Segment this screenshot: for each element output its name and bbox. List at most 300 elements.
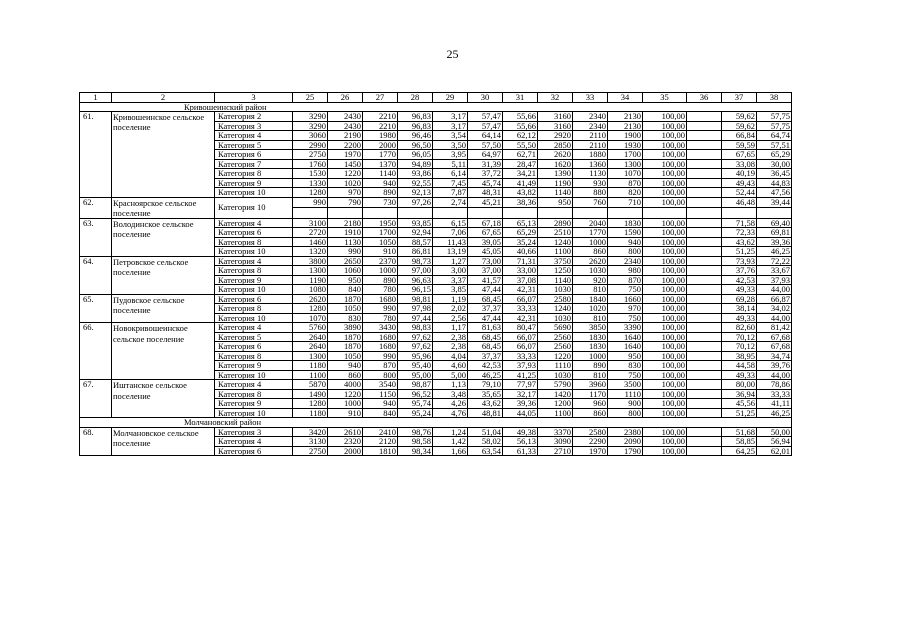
value-cell: 970 <box>328 188 363 198</box>
value-cell: 41,11 <box>757 399 792 409</box>
category-cell: Категория 4 <box>215 380 293 390</box>
empty-cell <box>687 208 722 219</box>
value-cell: 33,08 <box>722 159 757 169</box>
value-cell: 750 <box>608 370 643 380</box>
settlement-number: 64. <box>80 256 112 294</box>
value-cell: 63,54 <box>468 446 503 456</box>
value-cell: 960 <box>573 399 608 409</box>
value-cell: 1620 <box>538 159 573 169</box>
value-cell: 49,43 <box>722 178 757 188</box>
value-cell: 2620 <box>573 256 608 266</box>
value-cell: 35,65 <box>468 389 503 399</box>
column-header: 1 <box>80 93 112 103</box>
value-cell: 1100 <box>538 408 573 418</box>
value-cell: 51,25 <box>722 247 757 257</box>
value-cell: 800 <box>363 370 398 380</box>
value-cell: 2380 <box>608 427 643 437</box>
value-cell: 96,46 <box>398 131 433 141</box>
value-cell: 38,95 <box>722 351 757 361</box>
value-cell: 92,13 <box>398 188 433 198</box>
value-cell: 100,00 <box>643 437 687 447</box>
value-cell: 1280 <box>293 304 328 314</box>
value-cell: 98,58 <box>398 437 433 447</box>
value-cell: 33,33 <box>503 304 538 314</box>
empty-cell <box>293 208 328 219</box>
value-cell: 3370 <box>538 427 573 437</box>
value-cell: 2290 <box>573 437 608 447</box>
value-cell: 840 <box>328 285 363 295</box>
value-cell <box>687 313 722 323</box>
value-cell: 97,26 <box>398 197 433 208</box>
empty-cell <box>468 208 503 219</box>
value-cell: 810 <box>573 285 608 295</box>
value-cell: 1680 <box>363 342 398 352</box>
value-cell: 1420 <box>538 389 573 399</box>
value-cell: 1170 <box>573 389 608 399</box>
value-cell: 39,76 <box>757 361 792 371</box>
value-cell: 100,00 <box>643 169 687 179</box>
value-cell: 790 <box>328 197 363 208</box>
empty-cell <box>503 208 538 219</box>
value-cell: 2560 <box>538 332 573 342</box>
value-cell: 96,50 <box>398 140 433 150</box>
value-cell: 58,85 <box>722 437 757 447</box>
value-cell <box>687 121 722 131</box>
value-cell: 68,45 <box>468 332 503 342</box>
value-cell: 5760 <box>293 323 328 333</box>
value-cell: 100,00 <box>643 228 687 238</box>
value-cell: 57,75 <box>757 121 792 131</box>
value-cell: 3,37 <box>433 275 468 285</box>
value-cell: 1680 <box>363 332 398 342</box>
value-cell <box>687 131 722 141</box>
column-header: 30 <box>468 93 503 103</box>
value-cell: 48,81 <box>468 408 503 418</box>
table-header-row <box>80 93 792 103</box>
table-row <box>80 323 792 333</box>
value-cell: 1110 <box>608 389 643 399</box>
value-cell: 2620 <box>538 150 573 160</box>
value-cell: 96,05 <box>398 150 433 160</box>
value-cell: 42,53 <box>468 361 503 371</box>
value-cell: 1100 <box>538 247 573 257</box>
value-cell: 870 <box>363 361 398 371</box>
district-row <box>80 418 792 428</box>
value-cell: 96,83 <box>398 112 433 122</box>
value-cell: 1900 <box>608 131 643 141</box>
value-cell: 3800 <box>293 256 328 266</box>
value-cell: 890 <box>573 361 608 371</box>
value-cell: 2580 <box>573 427 608 437</box>
value-cell: 1840 <box>573 294 608 304</box>
value-cell: 69,28 <box>722 294 757 304</box>
column-header: 31 <box>503 93 538 103</box>
value-cell: 100,00 <box>643 399 687 409</box>
settlement-name: Молчановское сельское поселение <box>112 427 215 456</box>
value-cell: 2620 <box>293 294 328 304</box>
value-cell: 3290 <box>293 112 328 122</box>
value-cell: 1950 <box>363 218 398 228</box>
column-header: 29 <box>433 93 468 103</box>
column-header: 28 <box>398 93 433 103</box>
value-cell: 32,17 <box>503 389 538 399</box>
empty-cell <box>538 208 573 219</box>
value-cell: 42,53 <box>722 275 757 285</box>
value-cell: 2410 <box>363 427 398 437</box>
column-header: 32 <box>538 93 573 103</box>
value-cell: 870 <box>608 178 643 188</box>
value-cell: 100,00 <box>643 446 687 456</box>
value-cell <box>687 304 722 314</box>
value-cell: 100,00 <box>643 159 687 169</box>
value-cell: 1000 <box>328 399 363 409</box>
value-cell: 7,87 <box>433 188 468 198</box>
value-cell: 990 <box>328 247 363 257</box>
value-cell: 2750 <box>293 446 328 456</box>
value-cell: 49,33 <box>722 285 757 295</box>
value-cell: 37,72 <box>468 169 503 179</box>
column-header: 38 <box>757 93 792 103</box>
value-cell: 2510 <box>538 228 573 238</box>
value-cell: 6,14 <box>433 169 468 179</box>
settlement-name: Пудовское сельское поселение <box>112 294 215 323</box>
value-cell: 1870 <box>328 342 363 352</box>
value-cell: 1300 <box>608 159 643 169</box>
settlement-number: 67. <box>80 380 112 418</box>
value-cell: 2120 <box>363 437 398 447</box>
value-cell: 41,57 <box>468 275 503 285</box>
value-cell: 44,83 <box>757 178 792 188</box>
category-cell: Категория 4 <box>215 437 293 447</box>
value-cell: 800 <box>608 408 643 418</box>
value-cell: 3750 <box>538 256 573 266</box>
district-title: Кривошеинский район <box>80 102 792 112</box>
category-cell: Категория 6 <box>215 150 293 160</box>
value-cell: 67,68 <box>757 332 792 342</box>
value-cell: 69,40 <box>757 218 792 228</box>
value-cell: 100,00 <box>643 237 687 247</box>
value-cell: 46,25 <box>757 247 792 257</box>
value-cell: 28,47 <box>503 159 538 169</box>
value-cell: 950 <box>538 197 573 208</box>
column-header: 25 <box>293 93 328 103</box>
value-cell: 1970 <box>328 150 363 160</box>
category-cell: Категория 4 <box>215 323 293 333</box>
value-cell <box>687 294 722 304</box>
value-cell: 39,05 <box>468 237 503 247</box>
value-cell: 1060 <box>328 266 363 276</box>
value-cell: 6,15 <box>433 218 468 228</box>
settlement-number: 66. <box>80 323 112 380</box>
value-cell: 42,31 <box>503 313 538 323</box>
value-cell: 46,48 <box>722 197 757 208</box>
value-cell: 62,12 <box>503 131 538 141</box>
value-cell: 42,31 <box>503 285 538 295</box>
value-cell: 100,00 <box>643 256 687 266</box>
category-cell: Категория 10 <box>215 370 293 380</box>
value-cell: 98,87 <box>398 380 433 390</box>
value-cell: 940 <box>608 237 643 247</box>
value-cell: 1,27 <box>433 256 468 266</box>
value-cell: 1000 <box>573 237 608 247</box>
value-cell: 2040 <box>573 218 608 228</box>
category-cell: Категория 6 <box>215 294 293 304</box>
category-cell: Категория 6 <box>215 228 293 238</box>
data-table <box>79 92 792 456</box>
value-cell: 860 <box>328 370 363 380</box>
value-cell: 96,63 <box>398 275 433 285</box>
value-cell: 100,00 <box>643 370 687 380</box>
value-cell: 100,00 <box>643 323 687 333</box>
value-cell: 95,00 <box>398 370 433 380</box>
value-cell: 760 <box>573 197 608 208</box>
value-cell: 2850 <box>538 140 573 150</box>
value-cell: 900 <box>608 399 643 409</box>
value-cell: 1240 <box>538 237 573 247</box>
value-cell: 68,45 <box>468 342 503 352</box>
value-cell: 79,10 <box>468 380 503 390</box>
value-cell: 45,56 <box>722 399 757 409</box>
value-cell: 92,94 <box>398 228 433 238</box>
category-cell: Категория 4 <box>215 131 293 141</box>
value-cell: 1250 <box>538 266 573 276</box>
value-cell: 100,00 <box>643 112 687 122</box>
column-header: 34 <box>608 93 643 103</box>
value-cell <box>687 178 722 188</box>
value-cell: 95,74 <box>398 399 433 409</box>
value-cell: 1,42 <box>433 437 468 447</box>
value-cell: 4,26 <box>433 399 468 409</box>
value-cell: 930 <box>573 178 608 188</box>
value-cell: 3500 <box>608 380 643 390</box>
value-cell: 62,71 <box>503 150 538 160</box>
value-cell: 64,14 <box>468 131 503 141</box>
value-cell: 3390 <box>608 323 643 333</box>
value-cell: 1700 <box>363 228 398 238</box>
value-cell: 47,44 <box>468 313 503 323</box>
value-cell <box>687 150 722 160</box>
value-cell: 97,62 <box>398 342 433 352</box>
value-cell <box>687 159 722 169</box>
settlement-number: 61. <box>80 112 112 198</box>
value-cell: 100,00 <box>643 150 687 160</box>
value-cell: 710 <box>608 197 643 208</box>
empty-cell <box>722 208 757 219</box>
value-cell: 100,00 <box>643 188 687 198</box>
value-cell: 100,00 <box>643 285 687 295</box>
value-cell: 2210 <box>363 112 398 122</box>
value-cell: 37,37 <box>468 304 503 314</box>
value-cell <box>687 112 722 122</box>
value-cell: 2,02 <box>433 304 468 314</box>
value-cell: 1680 <box>363 294 398 304</box>
value-cell: 1970 <box>573 446 608 456</box>
value-cell: 890 <box>363 188 398 198</box>
value-cell: 810 <box>573 370 608 380</box>
value-cell: 2200 <box>328 140 363 150</box>
value-cell: 1640 <box>608 332 643 342</box>
page-number: 25 <box>446 47 459 61</box>
value-cell: 820 <box>608 188 643 198</box>
category-cell: Категория 9 <box>215 361 293 371</box>
value-cell <box>687 228 722 238</box>
value-cell <box>687 237 722 247</box>
value-cell: 2990 <box>293 140 328 150</box>
settlement-number: 62. <box>80 197 112 218</box>
value-cell: 7,06 <box>433 228 468 238</box>
empty-cell <box>573 208 608 219</box>
value-cell: 47,56 <box>757 188 792 198</box>
value-cell: 100,00 <box>643 408 687 418</box>
value-cell: 2560 <box>538 342 573 352</box>
value-cell: 57,47 <box>468 112 503 122</box>
value-cell: 41,25 <box>503 370 538 380</box>
value-cell: 66,07 <box>503 294 538 304</box>
value-cell: 43,62 <box>468 399 503 409</box>
value-cell: 880 <box>573 188 608 198</box>
value-cell: 940 <box>363 178 398 188</box>
value-cell <box>687 169 722 179</box>
district-row <box>80 102 792 112</box>
value-cell: 1320 <box>293 247 328 257</box>
settlement-name: Петровское сельское поселение <box>112 256 215 294</box>
value-cell: 910 <box>328 408 363 418</box>
value-cell: 1930 <box>608 140 643 150</box>
settlement-name: Новокривошеинское сельское поселение <box>112 323 215 380</box>
value-cell: 64,74 <box>757 131 792 141</box>
value-cell: 51,04 <box>468 427 503 437</box>
value-cell: 1760 <box>293 159 328 169</box>
value-cell: 67,65 <box>468 228 503 238</box>
value-cell: 44,05 <box>503 408 538 418</box>
value-cell: 780 <box>363 313 398 323</box>
value-cell: 1190 <box>538 178 573 188</box>
value-cell: 37,76 <box>722 266 757 276</box>
value-cell: 72,22 <box>757 256 792 266</box>
value-cell: 2130 <box>608 112 643 122</box>
value-cell: 100,00 <box>643 332 687 342</box>
settlement-name: Володинское сельское поселение <box>112 218 215 256</box>
value-cell: 55,50 <box>503 140 538 150</box>
value-cell: 100,00 <box>643 140 687 150</box>
value-cell: 1,19 <box>433 294 468 304</box>
value-cell: 2340 <box>608 256 643 266</box>
value-cell: 1870 <box>328 332 363 342</box>
value-cell: 55,66 <box>503 112 538 122</box>
value-cell: 1450 <box>328 159 363 169</box>
category-cell: Категория 10 <box>215 313 293 323</box>
value-cell: 67,18 <box>468 218 503 228</box>
value-cell: 1030 <box>538 285 573 295</box>
value-cell: 1030 <box>538 313 573 323</box>
value-cell: 1050 <box>328 351 363 361</box>
value-cell: 96,83 <box>398 121 433 131</box>
value-cell: 100,00 <box>643 351 687 361</box>
value-cell: 73,93 <box>722 256 757 266</box>
value-cell: 37,93 <box>757 275 792 285</box>
value-cell: 3540 <box>363 380 398 390</box>
value-cell: 2,56 <box>433 313 468 323</box>
value-cell: 67,68 <box>757 342 792 352</box>
value-cell: 2,38 <box>433 332 468 342</box>
value-cell: 64,97 <box>468 150 503 160</box>
value-cell: 37,00 <box>468 266 503 276</box>
value-cell: 37,37 <box>468 351 503 361</box>
value-cell: 33,33 <box>503 351 538 361</box>
value-cell: 2890 <box>538 218 573 228</box>
district-title: Молчановский район <box>80 418 792 428</box>
category-cell: Категория 8 <box>215 304 293 314</box>
category-cell: Категория 8 <box>215 389 293 399</box>
value-cell: 1070 <box>293 313 328 323</box>
value-cell: 2920 <box>538 131 573 141</box>
category-cell: Категория 7 <box>215 159 293 169</box>
value-cell <box>687 218 722 228</box>
empty-cell <box>757 208 792 219</box>
settlement-name: Кривошеинское сельское поселение <box>112 112 215 198</box>
value-cell: 98,76 <box>398 427 433 437</box>
value-cell: 47,44 <box>468 285 503 295</box>
value-cell <box>687 370 722 380</box>
settlement-number: 65. <box>80 294 112 323</box>
value-cell <box>687 408 722 418</box>
value-cell: 1100 <box>293 370 328 380</box>
value-cell: 44,00 <box>757 313 792 323</box>
value-cell: 2610 <box>328 427 363 437</box>
value-cell <box>687 247 722 257</box>
value-cell: 46,25 <box>468 370 503 380</box>
value-cell: 81,63 <box>468 323 503 333</box>
value-cell: 100,00 <box>643 294 687 304</box>
value-cell: 1280 <box>293 399 328 409</box>
value-cell <box>687 427 722 437</box>
value-cell: 1150 <box>363 389 398 399</box>
value-cell: 59,62 <box>722 112 757 122</box>
value-cell: 1240 <box>538 304 573 314</box>
value-cell: 1180 <box>293 361 328 371</box>
value-cell: 990 <box>363 304 398 314</box>
value-cell <box>687 380 722 390</box>
value-cell: 41,49 <box>503 178 538 188</box>
value-cell: 1200 <box>538 399 573 409</box>
value-cell <box>687 351 722 361</box>
value-cell <box>687 446 722 456</box>
value-cell: 38,36 <box>503 197 538 208</box>
column-header: 33 <box>573 93 608 103</box>
value-cell: 44,58 <box>722 361 757 371</box>
value-cell: 3,48 <box>433 389 468 399</box>
value-cell: 2750 <box>293 150 328 160</box>
category-cell: Категория 2 <box>215 112 293 122</box>
value-cell: 1020 <box>328 178 363 188</box>
value-cell: 2430 <box>328 121 363 131</box>
value-cell: 45,05 <box>468 247 503 257</box>
value-cell: 100,00 <box>643 275 687 285</box>
value-cell: 2430 <box>328 112 363 122</box>
value-cell: 1360 <box>573 159 608 169</box>
value-cell: 750 <box>608 285 643 295</box>
value-cell: 81,42 <box>757 323 792 333</box>
value-cell: 920 <box>573 275 608 285</box>
value-cell: 1,24 <box>433 427 468 437</box>
value-cell: 2650 <box>328 256 363 266</box>
category-cell: Категория 5 <box>215 332 293 342</box>
value-cell: 3160 <box>538 112 573 122</box>
value-cell: 3060 <box>293 131 328 141</box>
column-header: 3 <box>215 93 293 103</box>
value-cell: 11,43 <box>433 237 468 247</box>
value-cell: 100,00 <box>643 427 687 437</box>
